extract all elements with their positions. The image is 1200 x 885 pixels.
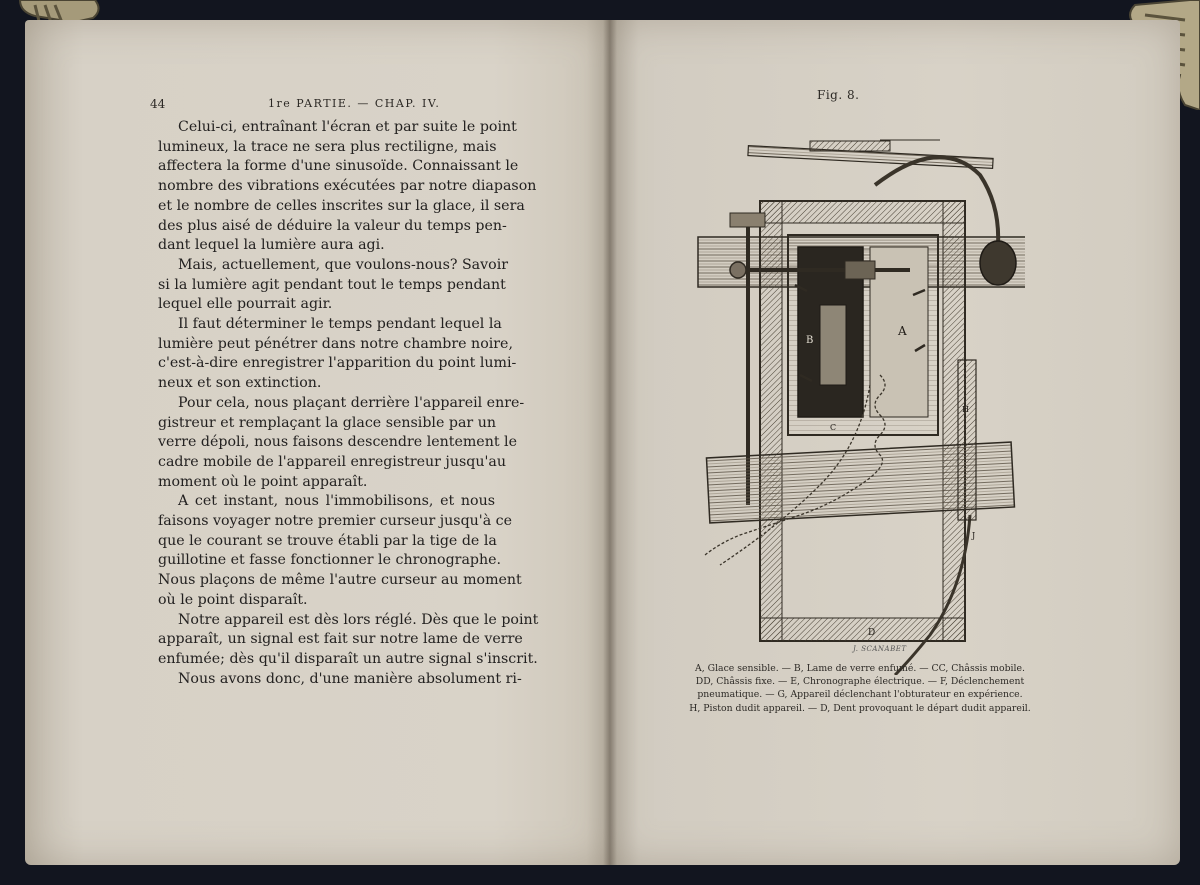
text-line: Nous avons donc, d'une manière absolument ri- xyxy=(178,670,522,687)
text-line: gistreur et remplaçant la glace sensible par un xyxy=(158,414,496,431)
text-line: que le courant se trouve établi par la tige de la xyxy=(158,532,497,549)
text-line: Pour cela, nous plaçant derrière l'appareil enre- xyxy=(178,394,525,411)
text-line: neux et son extinction. xyxy=(158,375,322,392)
text-line: verre dépoli, nous faisons descendre lentement le xyxy=(158,434,517,451)
caption-line: DD, Châssis fixe. — E, Chronographe électrique. — F, Déclenchement xyxy=(695,676,1025,688)
book-gutter xyxy=(603,20,617,865)
text-line: faisons voyager notre premier curseur jusqu'à ce xyxy=(158,513,513,530)
apparatus-engraving xyxy=(680,115,1025,675)
text-line: et le nombre de celles inscrites sur la glace, il sera xyxy=(158,197,525,214)
figure-title: Fig. 8. xyxy=(817,88,860,102)
figure-label: B xyxy=(806,335,814,346)
figure-label: A xyxy=(898,324,907,338)
figure-label: J xyxy=(972,531,976,540)
text-line: Celui-ci, entraînant l'écran et par suite le point xyxy=(178,119,517,135)
text-line: lumineux, la trace ne sera plus rectiligne, mais xyxy=(158,138,497,155)
text-line: lequel elle pourrait agir. xyxy=(158,296,333,313)
text-line: moment où le point apparaît. xyxy=(158,473,368,490)
text-line: si la lumière agit pendant tout le temps pendant xyxy=(158,276,506,293)
text-line: cadre mobile de l'appareil enregistreur jusqu'au xyxy=(158,453,506,470)
text-line: apparaît, un signal est fait sur notre lame de verre xyxy=(158,631,523,648)
engraver-signature: J. SCANABET xyxy=(853,645,907,653)
text-line: Notre appareil est dès lors réglé. Dès que le point xyxy=(178,611,539,628)
text-line: dant lequel la lumière aura agi. xyxy=(158,237,385,254)
text-line: lumière peut pénétrer dans notre chambre noire, xyxy=(158,335,513,352)
figure-label: D xyxy=(868,628,876,638)
text-line: où le point disparaît. xyxy=(158,591,308,608)
text-line: affectera la forme d'une sinusoïde. Connaissant le xyxy=(158,158,519,175)
text-line: A cet instant, nous l'immobilisons, et nous xyxy=(178,493,495,510)
caption-line: H, Piston dudit appareil. — D, Dent provoquant le départ dudit appareil. xyxy=(689,702,1031,714)
text-line: Nous plaçons de même l'autre curseur au moment xyxy=(158,572,522,589)
figure-label: C xyxy=(830,423,837,432)
body-text xyxy=(158,118,539,689)
text-line: nombre des vibrations exécutées par notre diapason xyxy=(158,178,537,195)
text-line: enfumée; dès qu'il disparaît un autre signal s'inscrit. xyxy=(158,650,538,667)
running-head: 1re PARTIE. — CHAP. IV. xyxy=(268,97,441,110)
text-line: des plus aisé de déduire la valeur du temps pen- xyxy=(158,217,507,234)
text-line: Mais, actuellement, que voulons-nous? Savoir xyxy=(178,256,509,273)
caption-line: A, Glace sensible. — B, Lame de verre enfumé. — CC, Châssis mobile. xyxy=(695,663,1025,674)
text-line: Il faut déterminer le temps pendant lequel la xyxy=(178,316,502,333)
text-line: guillotine et fasse fonctionner le chronographe. xyxy=(158,552,502,569)
text-line: c'est-à-dire enregistrer l'apparition du point lumi- xyxy=(158,355,517,372)
figure-caption xyxy=(685,662,1035,715)
figure-label: H xyxy=(962,405,969,414)
caption-line: pneumatique. — G, Appareil déclenchant l'obturateur en expérience. xyxy=(697,689,1023,701)
page-number: 44 xyxy=(150,97,166,111)
